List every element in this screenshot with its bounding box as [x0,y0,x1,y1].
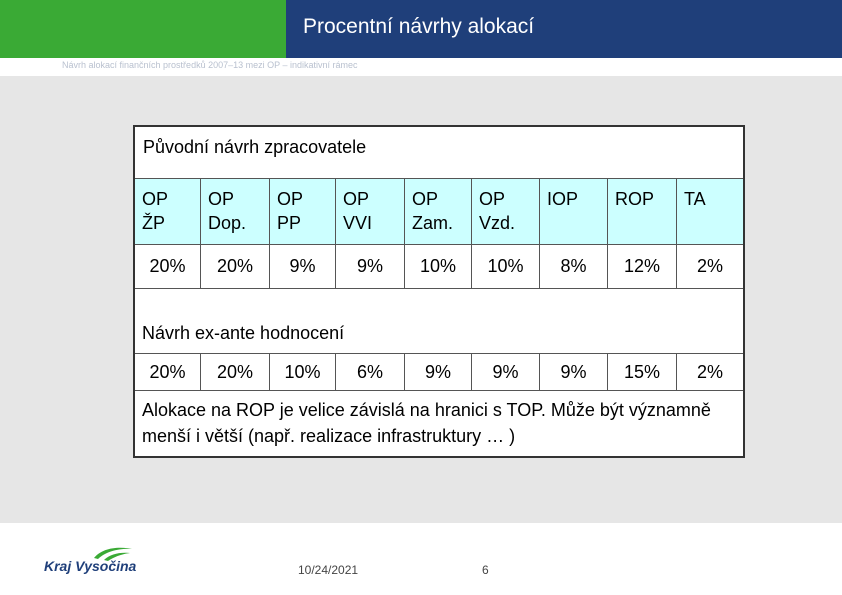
column-header: OP Zam. [405,179,472,244]
table-cell: 10% [270,354,336,390]
original-values-row [135,245,743,289]
table-cell: 20% [201,245,270,288]
column-header: OP Vzd. [472,179,540,244]
table-cell: 10% [405,245,472,288]
table-cell: 9% [472,354,540,390]
table-cell: 6% [336,354,405,390]
column-header: OP Dop. [201,179,270,244]
table-cell: 20% [135,245,201,288]
exante-values-row [135,353,743,391]
column-header: TA [684,189,706,209]
column-header: OP VVI [336,179,405,244]
table-cell: 10% [472,245,540,288]
table-cell: 12% [608,245,677,288]
table-cell: 9% [336,245,405,288]
table-cell: 2% [696,256,723,276]
slide-title: Procentní návrhy alokací [303,15,535,38]
table-cell: 8% [540,245,608,288]
exante-label: Návrh ex-ante hodnocení [142,323,345,343]
column-header: OP PP [270,179,336,244]
column-header: IOP [540,179,608,244]
table-cell: 9% [540,354,608,390]
footer-date: 10/24/2021 [298,563,359,577]
header-green-band [0,0,286,58]
rop-note: Alokace na ROP je velice závislá na hranici s TOP. Může být významně menší i větší (např. realizace infrastruktury … ) [142,400,711,446]
table-cell: 2% [696,361,723,382]
table-cell: 20% [135,354,201,390]
column-header: OP ŽP [135,179,201,244]
slide-subtitle: Návrh alokací finančních prostředků 2007–13 mezi OP – indikativní rámec [62,60,358,70]
kraj-vysocina-logo [44,544,140,578]
logo-text: Kraj Vysočina [44,558,137,574]
table-cell: 20% [201,354,270,390]
table-title-row [135,127,743,179]
table-cell: 15% [608,354,677,390]
column-header: ROP [608,179,677,244]
table-title: Původní návrh zpracovatele [143,137,367,157]
table-cell: 9% [270,245,336,288]
table-header-row [135,179,743,245]
allocation-table [133,125,745,458]
page-number: 6 [482,563,489,577]
table-cell: 9% [405,354,472,390]
